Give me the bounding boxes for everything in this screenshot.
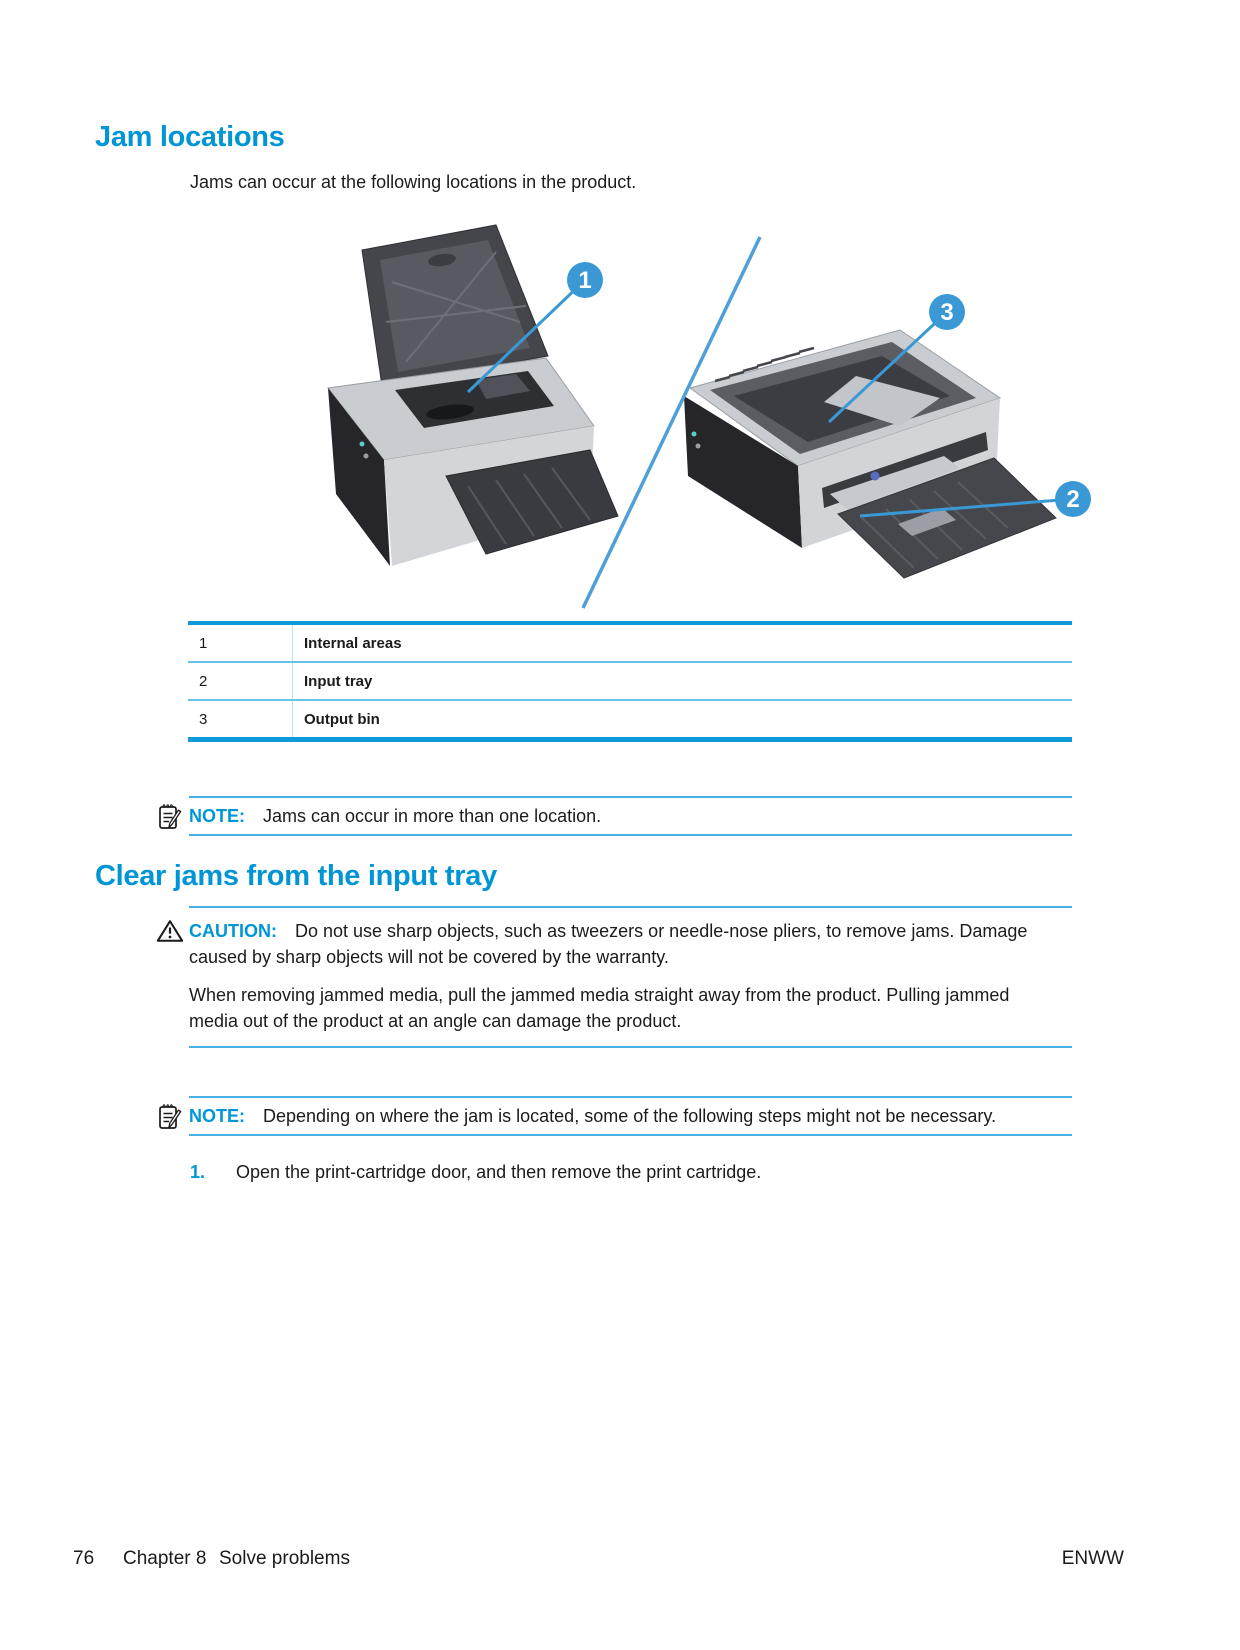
callout-3-number: 3 — [940, 299, 954, 326]
printer-jam-illustration — [300, 218, 1095, 614]
page-footer — [0, 1548, 1240, 1578]
intro-paragraph: Jams can occur at the following locations in the product. — [190, 172, 637, 192]
note-paragraph — [189, 1098, 996, 1134]
table-cell-label: Output bin — [292, 701, 1072, 737]
footer-page-number: 76 — [73, 1548, 95, 1569]
note-icon — [158, 1102, 182, 1135]
callout-1 — [567, 262, 603, 298]
table-cell-label: Input tray — [292, 663, 1072, 699]
table-cell-number: 1 — [199, 634, 208, 652]
note-block-2 — [189, 1096, 1072, 1136]
caution-text: Do not use sharp objects, such as tweezers or needle-nose pliers, to remove jams. Damage caused by sharp objects will not be covered by the warranty. — [189, 921, 1028, 967]
callout-3 — [929, 294, 965, 330]
callout-2-number: 2 — [1066, 486, 1080, 513]
table-row — [188, 625, 1072, 663]
footer-section-title: Solve problems — [219, 1548, 350, 1569]
caution-paragraph-1 — [189, 918, 1041, 970]
table-row — [188, 663, 1072, 701]
caution-label: CAUTION: — [189, 921, 277, 941]
note-icon — [158, 802, 182, 835]
table-cell-label: Internal areas — [292, 625, 1072, 661]
callout-1-number: 1 — [578, 267, 592, 294]
note-label: NOTE: — [189, 806, 245, 826]
table-cell-number: 2 — [199, 672, 208, 690]
table-cell-number: 3 — [199, 710, 208, 728]
printer-illustration-svg — [300, 218, 1095, 614]
procedure-step-1 — [190, 1159, 1070, 1185]
note-block-1 — [189, 796, 1072, 836]
figure-divider-line — [583, 237, 760, 608]
step-text: Open the print-cartridge door, and then remove the print cartridge. — [236, 1162, 762, 1182]
section-heading-jam-locations: Jam locations — [95, 121, 285, 153]
note-text: Jams can occur in more than one location. — [263, 806, 602, 826]
printer-closed — [684, 330, 1056, 578]
section-heading-clear-jams: Clear jams from the input tray — [95, 860, 497, 892]
caution-block — [189, 906, 1072, 1048]
footer-enww: ENWW — [1061, 1548, 1124, 1569]
footer-chapter: Chapter 8 — [123, 1548, 207, 1569]
warning-triangle-icon — [156, 919, 184, 948]
callout-2 — [1055, 481, 1091, 517]
caution-paragraph-2: When removing jammed media, pull the jammed media straight away from the product. Pulling jammed media out of the product at an angle can damage the product. — [189, 985, 1010, 1031]
note-text: Depending on where the jam is located, some of the following steps might not be necessary. — [263, 1106, 997, 1126]
table-row — [188, 701, 1072, 737]
note-paragraph — [189, 798, 601, 834]
note-label: NOTE: — [189, 1106, 245, 1126]
jam-locations-table — [188, 621, 1072, 742]
step-number: 1. — [190, 1162, 206, 1182]
